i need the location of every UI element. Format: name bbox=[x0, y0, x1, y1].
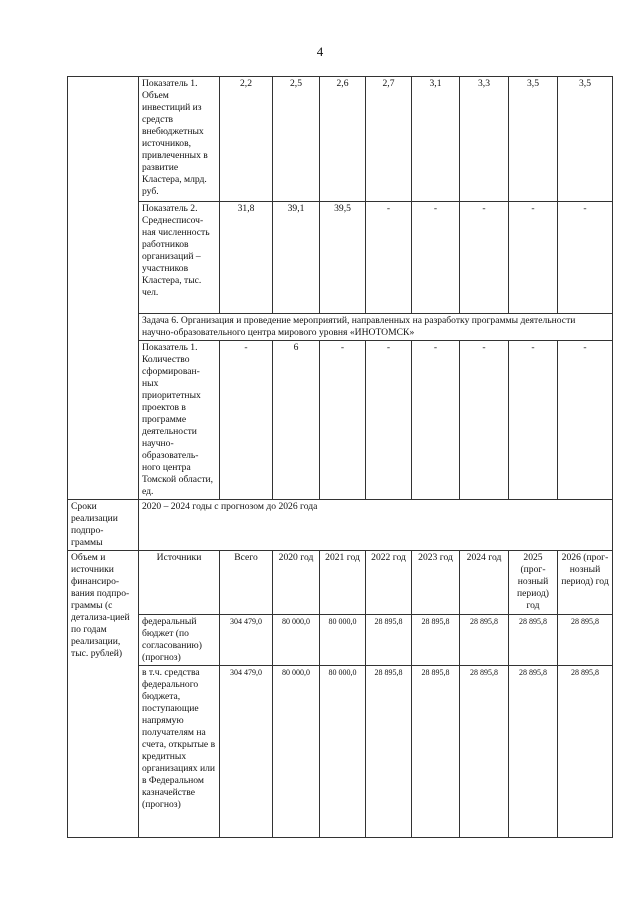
funding-value: 304 479,0 bbox=[220, 615, 273, 666]
left-empty-cell bbox=[68, 77, 139, 500]
funding-value: 28 895,8 bbox=[412, 666, 460, 838]
indicator-value: 3,1 bbox=[412, 77, 460, 202]
funding-value: 28 895,8 bbox=[366, 615, 412, 666]
indicator-value: 2,7 bbox=[366, 77, 412, 202]
funding-header: Источники bbox=[139, 551, 220, 615]
funding-header: 2026 (прог-нозный период) год bbox=[558, 551, 613, 615]
indicator-value: - bbox=[366, 202, 412, 314]
indicator-value: - bbox=[509, 341, 558, 500]
page-number: 4 bbox=[316, 44, 324, 59]
funding-header: 2024 год bbox=[460, 551, 509, 615]
funding-value: 28 895,8 bbox=[509, 615, 558, 666]
terms-label: Сроки реализации подпро-граммы bbox=[68, 500, 139, 551]
indicator-value: 39,1 bbox=[273, 202, 320, 314]
indicator-value: 3,5 bbox=[558, 77, 613, 202]
funding-value: 28 895,8 bbox=[509, 666, 558, 838]
funding-header: 2021 год bbox=[320, 551, 366, 615]
funding-value: 28 895,8 bbox=[558, 615, 613, 666]
indicator-value: 31,8 bbox=[220, 202, 273, 314]
funding-source: федеральный бюджет (по согласованию) (прогноз) bbox=[139, 615, 220, 666]
indicator-label: Показатель 1. Объем инвестиций из средств внебюджетных источников, привлеченных в развитие Кластера, млрд. руб. bbox=[139, 77, 220, 202]
funding-value: 28 895,8 bbox=[558, 666, 613, 838]
funding-value: 28 895,8 bbox=[412, 615, 460, 666]
table-row bbox=[68, 666, 613, 838]
funding-value: 80 000,0 bbox=[320, 615, 366, 666]
indicator-value: - bbox=[509, 202, 558, 314]
indicator-value: 3,5 bbox=[509, 77, 558, 202]
funding-header: 2022 год bbox=[366, 551, 412, 615]
indicator-value: 2,5 bbox=[273, 77, 320, 202]
table-row bbox=[68, 341, 613, 500]
table-row bbox=[68, 551, 613, 615]
indicator-value: - bbox=[366, 341, 412, 500]
table-row bbox=[68, 615, 613, 666]
indicator-value: 6 bbox=[273, 341, 320, 500]
table-row bbox=[68, 77, 613, 202]
subprogram-passport-table bbox=[67, 76, 613, 838]
funding-value: 28 895,8 bbox=[366, 666, 412, 838]
terms-value: 2020 – 2024 годы с прогнозом до 2026 года bbox=[139, 500, 613, 551]
funding-header: 2020 год bbox=[273, 551, 320, 615]
indicator-value: - bbox=[320, 341, 366, 500]
indicator-value: - bbox=[558, 202, 613, 314]
funding-value: 304 479,0 bbox=[220, 666, 273, 838]
funding-value: 80 000,0 bbox=[273, 666, 320, 838]
indicator-value: - bbox=[558, 341, 613, 500]
funding-label: Объем и источники финансиро-вания подпро-граммы (с детализа-цией по годам реализации, тыс. рублей) bbox=[68, 551, 139, 838]
funding-header: 2023 год bbox=[412, 551, 460, 615]
table-row bbox=[68, 500, 613, 551]
indicator-value: - bbox=[412, 341, 460, 500]
funding-header: Всего bbox=[220, 551, 273, 615]
funding-value: 80 000,0 bbox=[273, 615, 320, 666]
indicator-value: - bbox=[460, 202, 509, 314]
indicator-value: 39,5 bbox=[320, 202, 366, 314]
funding-source: в т.ч. средства федерального бюджета, поступающие напрямую получателям на счета, открытые в кредитных организациях или в Федеральном казначействе (прогноз) bbox=[139, 666, 220, 838]
indicator-value: - bbox=[220, 341, 273, 500]
funding-value: 80 000,0 bbox=[320, 666, 366, 838]
indicator-value: - bbox=[460, 341, 509, 500]
indicator-label: Показатель 1. Количество сформирован-ных приоритетных проектов в программе деятельности научно-образователь-ного центра Томской области, ед. bbox=[139, 341, 220, 500]
indicator-value: 2,2 bbox=[220, 77, 273, 202]
table-row bbox=[68, 314, 613, 341]
table-row bbox=[68, 202, 613, 314]
funding-value: 28 895,8 bbox=[460, 615, 509, 666]
indicator-label: Показатель 2. Среднесписоч-ная численность работников организаций – участников Кластера, тыс. чел. bbox=[139, 202, 220, 314]
funding-header: 2025 (прог-нозный период) год bbox=[509, 551, 558, 615]
funding-value: 28 895,8 bbox=[460, 666, 509, 838]
indicator-value: 2,6 bbox=[320, 77, 366, 202]
indicator-value: 3,3 bbox=[460, 77, 509, 202]
indicator-value: - bbox=[412, 202, 460, 314]
task-heading: Задача 6. Организация и проведение мероприятий, направленных на разработку программы деятельности научно-образовательного центра мирового уровня «ИНОТОМСК» bbox=[139, 314, 613, 341]
